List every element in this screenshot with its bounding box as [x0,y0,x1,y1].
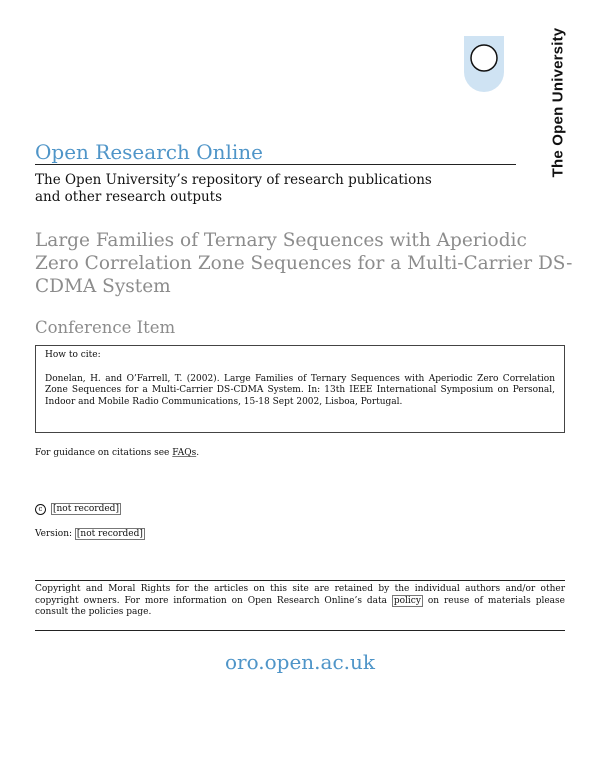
version-label: Version: [35,529,75,539]
item-type: Conference Item [35,318,176,337]
version-line [35,529,145,539]
faqs-link[interactable]: FAQs [172,448,197,458]
repository-description-line2: and other research outputs [35,189,223,205]
citation-guidance [35,448,199,458]
repository-description [35,172,432,206]
citation-label: How to cite: [45,350,101,360]
rights-text-part2: on reuse of materials please consult the policies page. [35,595,565,617]
rights-top-divider [35,580,565,581]
policy-link[interactable]: policy [393,595,421,606]
version-value: [not recorded] [76,529,143,539]
university-name: The Open University [549,27,567,178]
footer-url[interactable]: oro.open.ac.uk [224,650,376,674]
header-divider [35,164,516,165]
citation-text: Donelan, H. and O’Farrell, T. (2002). Large Families of Ternary Sequences with Aperiodic Zero Correlation Zone Sequences for a Multi-Carrier DS-CDMA System. In: 13th IEEE International Symposium on Personal, Indoor and Mobile Radio Communications, 15-18 Sept 2002, Lisboa, Portugal. [45,373,555,407]
guidance-suffix: . [196,448,200,458]
guidance-prefix: For guidance on citations see [35,448,173,458]
shield-logo-icon [462,34,506,92]
copyright-icon: c [35,504,46,515]
copyright-line [35,503,121,515]
citation-box [35,345,565,433]
university-name-vertical [548,27,568,178]
site-title: Open Research Online [35,140,263,164]
repository-description-line1: The Open University’s repository of research publications [35,172,432,188]
copyright-value: [not recorded] [53,504,119,514]
rights-text-part1: Copyright and Moral Rights for the articles on this site are retained by the individual authors and/or other copyright owners. For more information on Open Research Online’s data [35,584,565,606]
rights-bottom-divider [35,630,565,631]
rights-statement [35,584,565,619]
open-university-logo [462,34,506,92]
paper-title: Large Families of Ternary Sequences with Aperiodic Zero Correlation Zone Sequences for a Multi-Carrier DS-CDMA System [35,230,573,297]
